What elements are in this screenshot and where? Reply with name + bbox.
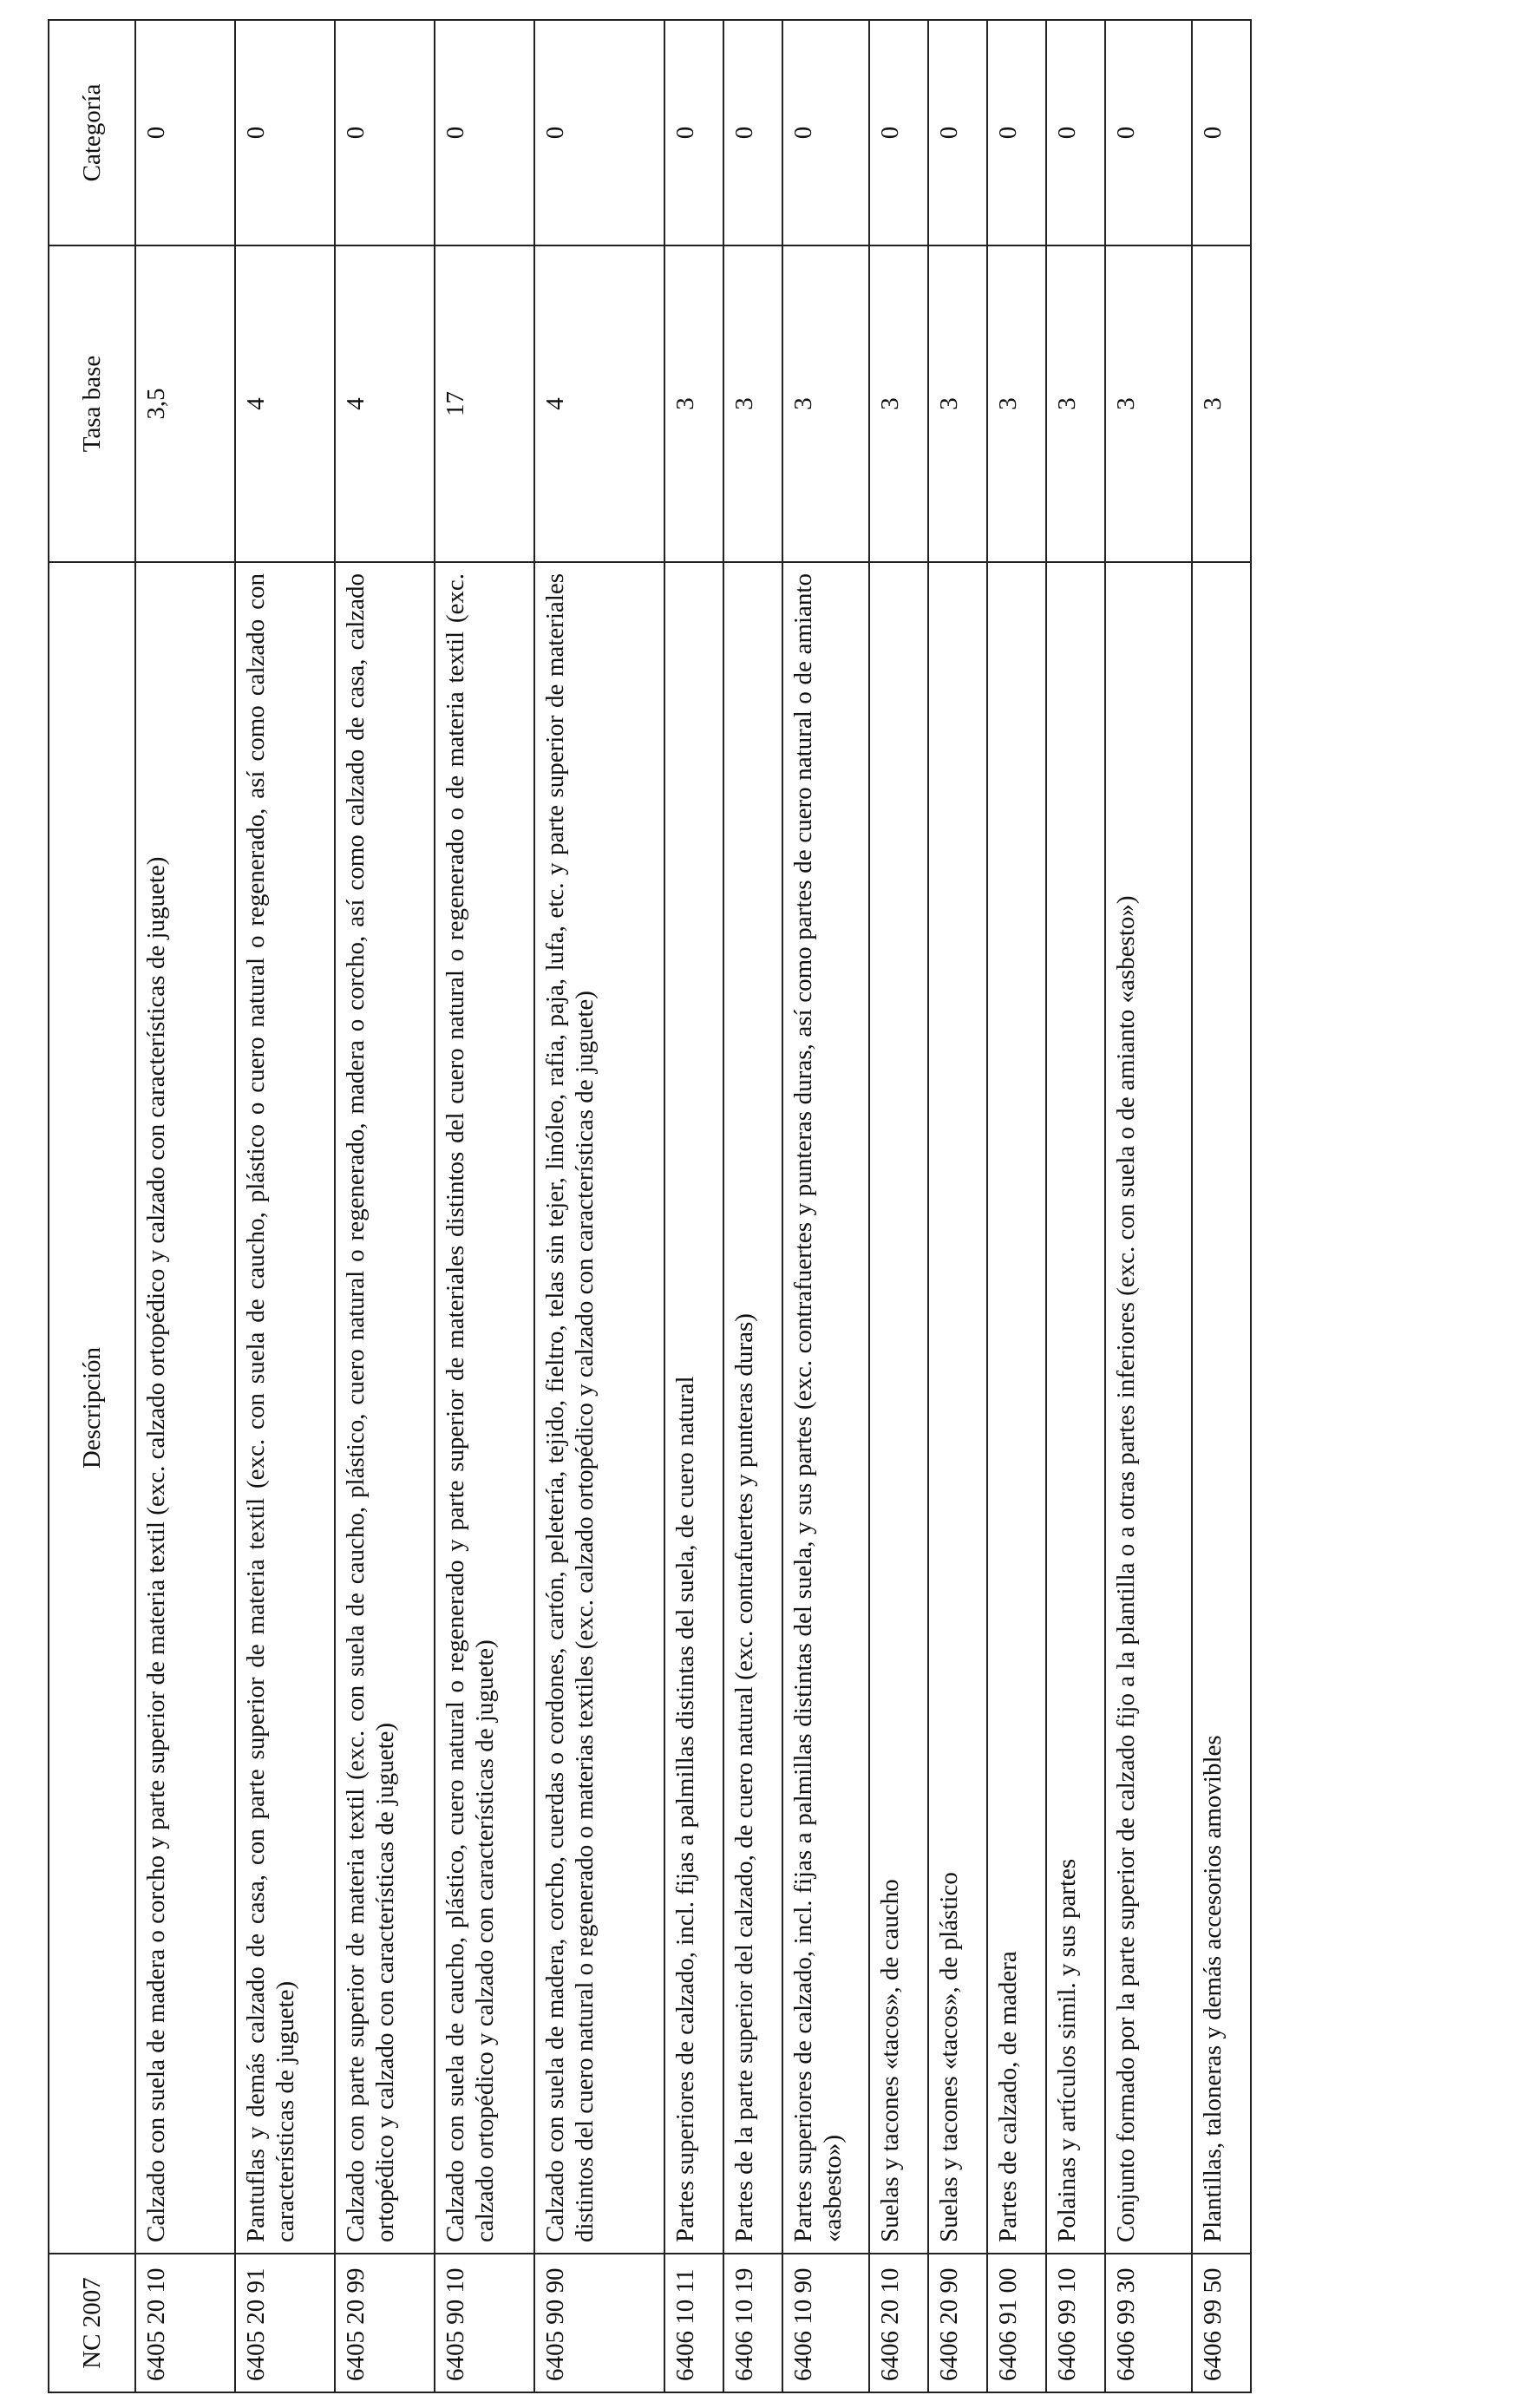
base-rate: 3 (664, 245, 723, 562)
nc-code: 6405 90 90 (534, 2254, 664, 2392)
header-category: Categoría (49, 20, 135, 245)
base-rate: 4 (534, 245, 664, 562)
category: 0 (1192, 20, 1251, 245)
base-rate: 3 (987, 245, 1046, 562)
rotated-page (48, 21, 1249, 2393)
description: Suelas y tacones «tacos», de plástico (928, 562, 987, 2254)
nc-code: 6406 99 30 (1105, 2254, 1192, 2392)
base-rate: 3 (1046, 245, 1105, 562)
category: 0 (987, 20, 1046, 245)
header-base-rate: Tasa base (49, 245, 135, 562)
table-row (1105, 20, 1192, 2392)
table-row (664, 20, 723, 2392)
category: 0 (135, 20, 235, 245)
description: Partes superiores de calzado, incl. fijas a palmillas distintas del suela, de cuero natural (664, 562, 723, 2254)
base-rate: 3 (782, 245, 869, 562)
base-rate: 3 (869, 245, 928, 562)
category: 0 (435, 20, 534, 245)
base-rate: 17 (435, 245, 534, 562)
description: Partes superiores de calzado, incl. fijas a palmillas distintas del suela, y sus partes (exc. contrafuertes y punteras duras, así como partes de cuero natural o de amianto «asbesto») (782, 562, 869, 2254)
table-row (782, 20, 869, 2392)
base-rate: 4 (235, 245, 335, 562)
base-rate: 3 (723, 245, 782, 562)
category: 0 (1105, 20, 1192, 245)
description: Partes de calzado, de madera (987, 562, 1046, 2254)
category: 0 (723, 20, 782, 245)
description: Calzado con suela de madera, corcho, cuerdas o cordones, cartón, peletería, tejido, fieltro, telas sin tejer, linóleo, rafia, paja, lufa, etc. y parte superior de materiales distintos del cuero natural o regenerado o materias textiles (exc. calzado ortopédico y calzado con características de juguete) (534, 562, 664, 2254)
table-row (435, 20, 534, 2392)
base-rate: 4 (335, 245, 435, 562)
category: 0 (782, 20, 869, 245)
table-row (869, 20, 928, 2392)
table-row (723, 20, 782, 2392)
table-row (1192, 20, 1251, 2392)
header-description: Descripción (49, 562, 135, 2254)
category: 0 (235, 20, 335, 245)
description: Plantillas, taloneras y demás accesorios amovibles (1192, 562, 1251, 2254)
header-nc: NC 2007 (49, 2254, 135, 2392)
category: 0 (1046, 20, 1105, 245)
table-row (135, 20, 235, 2392)
header-row (49, 20, 135, 2392)
nc-code: 6405 90 10 (435, 2254, 534, 2392)
description: Calzado con suela de madera o corcho y parte superior de materia textil (exc. calzado ortopédico y calzado con características de juguete) (135, 562, 235, 2254)
base-rate: 3,5 (135, 245, 235, 562)
table-row (928, 20, 987, 2392)
category: 0 (869, 20, 928, 245)
table-row (987, 20, 1046, 2392)
category: 0 (928, 20, 987, 245)
nc-code: 6406 91 00 (987, 2254, 1046, 2392)
description: Polainas y artículos simil. y sus partes (1046, 562, 1105, 2254)
base-rate: 3 (1105, 245, 1192, 562)
description: Calzado con parte superior de materia textil (exc. con suela de caucho, plástico, cuero natural o regenerado, madera o corcho, así como calzado de casa, calzado ortopédico y calzado con características de juguete) (335, 562, 435, 2254)
table-row (235, 20, 335, 2392)
description: Pantuflas y demás calzado de casa, con parte superior de materia textil (exc. con suela de caucho, plástico o cuero natural o regenerado, así como calzado con características de juguete) (235, 562, 335, 2254)
description: Partes de la parte superior del calzado, de cuero natural (exc. contrafuertes y punteras duras) (723, 562, 782, 2254)
tariff-table (48, 19, 1252, 2393)
nc-code: 6406 20 10 (869, 2254, 928, 2392)
description: Calzado con suela de caucho, plástico, cuero natural o regenerado y parte superior de materiales distintos del cuero natural o regenerado o de materia textil (exc. calzado ortopédico y calzado con características de juguete) (435, 562, 534, 2254)
category: 0 (335, 20, 435, 245)
table-row (335, 20, 435, 2392)
nc-code: 6405 20 99 (335, 2254, 435, 2392)
nc-code: 6406 10 19 (723, 2254, 782, 2392)
description: Suelas y tacones «tacos», de caucho (869, 562, 928, 2254)
description: Conjunto formado por la parte superior de calzado fijo a la plantilla o a otras partes inferiores (exc. con suela o de amianto «asbesto») (1105, 562, 1192, 2254)
base-rate: 3 (928, 245, 987, 562)
nc-code: 6406 99 10 (1046, 2254, 1105, 2392)
table-row (534, 20, 664, 2392)
nc-code: 6406 10 11 (664, 2254, 723, 2392)
nc-code: 6406 10 90 (782, 2254, 869, 2392)
nc-code: 6405 20 91 (235, 2254, 335, 2392)
nc-code: 6406 99 50 (1192, 2254, 1251, 2392)
nc-code: 6406 20 90 (928, 2254, 987, 2392)
category: 0 (534, 20, 664, 245)
table-row (1046, 20, 1105, 2392)
nc-code: 6405 20 10 (135, 2254, 235, 2392)
base-rate: 3 (1192, 245, 1251, 562)
category: 0 (664, 20, 723, 245)
